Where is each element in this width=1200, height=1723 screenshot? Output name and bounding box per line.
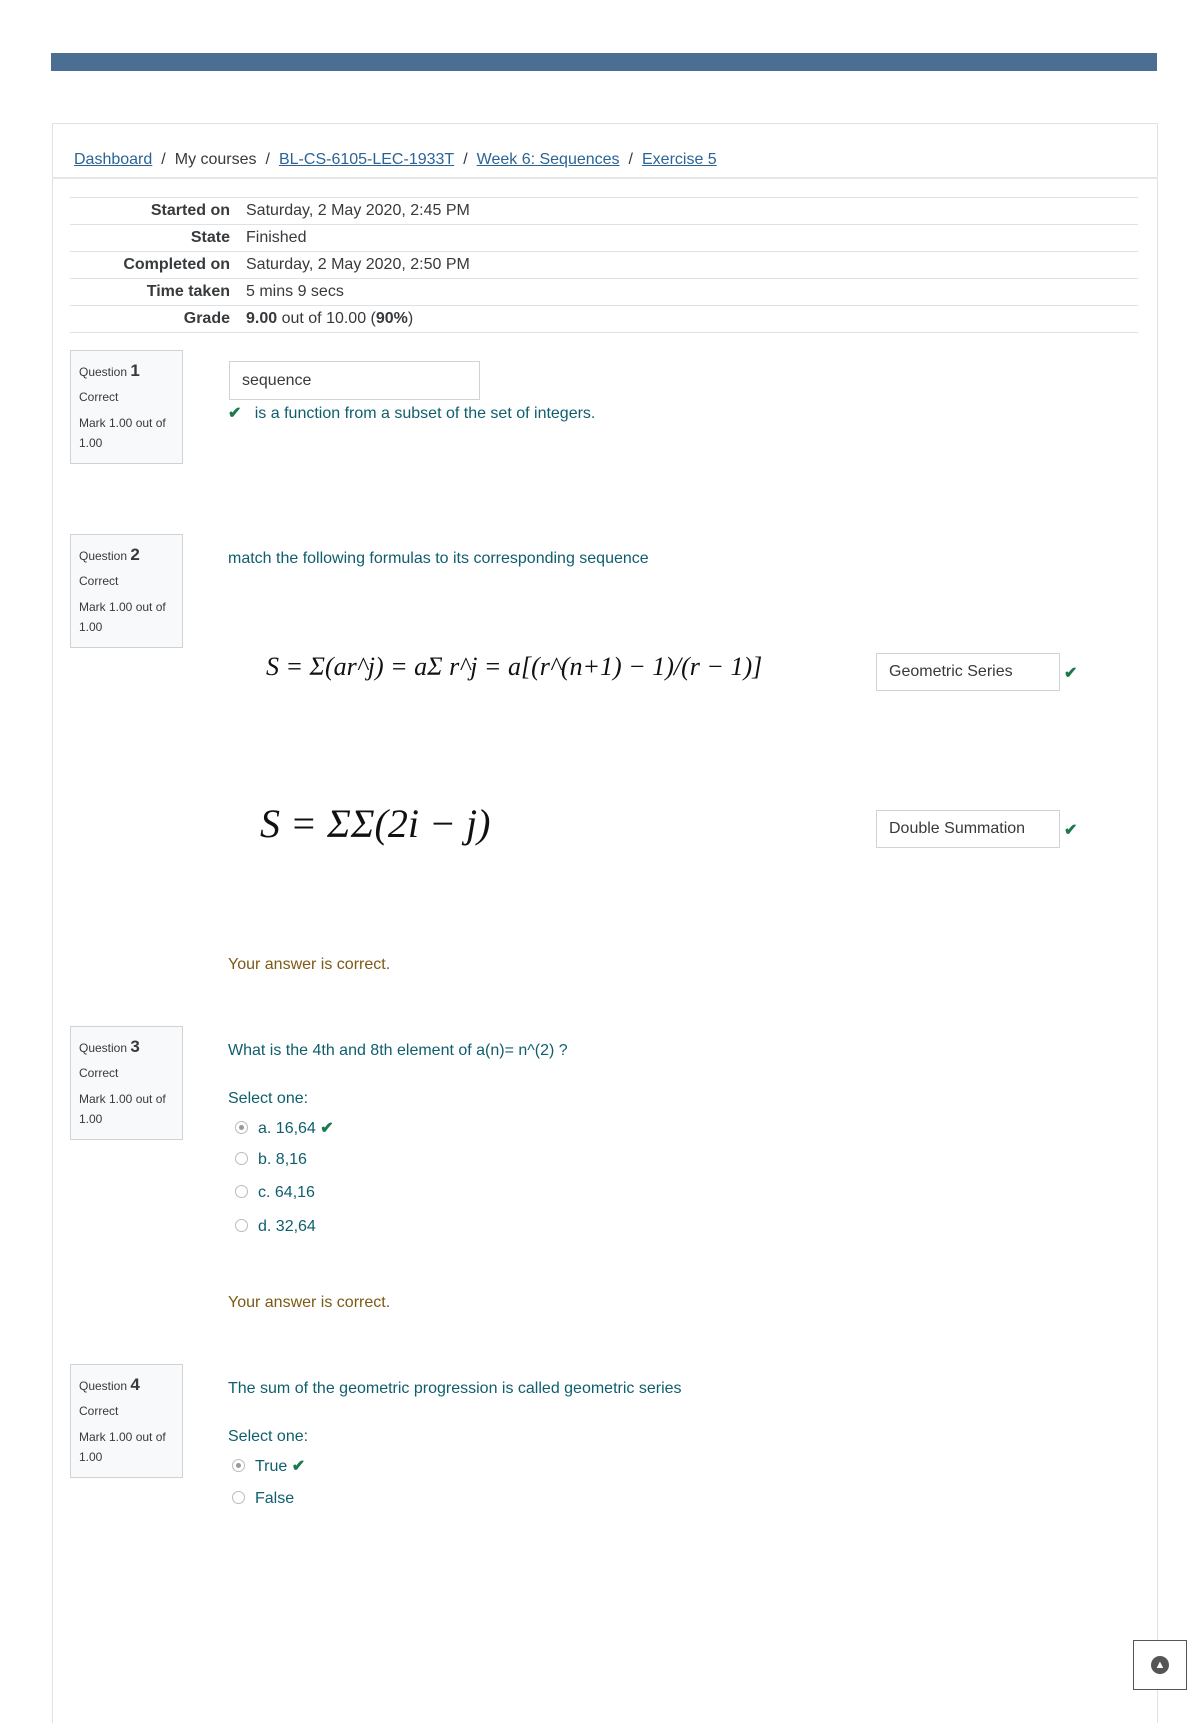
separator: / [265, 151, 270, 168]
check-icon: ✔ [320, 1120, 334, 1137]
match-select-1[interactable]: Geometric Series [876, 653, 1060, 691]
summary-label: State [70, 225, 238, 252]
select-prompt: Select one: [228, 1090, 309, 1107]
question-state: Correct [79, 574, 119, 588]
radio[interactable] [232, 1491, 245, 1504]
question-text-2: match the following formulas to its corresponding sequence [228, 550, 649, 567]
breadcrumb-week[interactable]: Week 6: Sequences [476, 151, 620, 168]
breadcrumb-my-courses: My courses [174, 151, 257, 168]
summary-row [70, 252, 1138, 279]
grade-percent: 90% [375, 310, 408, 327]
summary-value: Finished [238, 225, 1138, 252]
question-text-3: What is the 4th and 8th element of a(n)= n^(2) ? [228, 1042, 568, 1059]
match-select-2[interactable]: Double Summation [876, 810, 1060, 848]
breadcrumb-course[interactable]: BL-CS-6105-LEC-1933T [278, 151, 455, 168]
question-state: Correct [79, 390, 119, 404]
summary-row [70, 279, 1138, 306]
option-true[interactable]: True ✔ [232, 1456, 305, 1476]
option-b[interactable]: b. 8,16 [235, 1151, 307, 1169]
formula-double-sum: S = ΣΣ(2i − j) [260, 801, 491, 846]
question-number: Question 4 [79, 1375, 140, 1394]
question-info-1 [70, 350, 183, 464]
check-icon: ✔ [228, 405, 242, 422]
radio[interactable] [235, 1152, 248, 1165]
grade-value [238, 306, 1138, 333]
summary-label: Grade [70, 306, 238, 333]
question-mark: Mark 1.00 out of 1.00 [79, 1092, 166, 1126]
feedback-3: Your answer is correct. [228, 1294, 391, 1311]
question-number: Question 1 [79, 361, 140, 380]
grade-text: out of 10.00 ( [277, 310, 376, 327]
question-mark: Mark 1.00 out of 1.00 [79, 416, 166, 450]
question-mark: Mark 1.00 out of 1.00 [79, 600, 166, 634]
question-text-1: ✔ is a function from a subset of the set of integers. [228, 405, 596, 422]
summary-label: Completed on [70, 252, 238, 279]
radio[interactable] [235, 1219, 248, 1232]
scroll-to-top-button[interactable] [1133, 1640, 1187, 1690]
check-icon: ✔ [1064, 665, 1078, 682]
answer-input[interactable]: sequence [229, 361, 480, 400]
breadcrumb-exercise[interactable]: Exercise 5 [642, 151, 717, 168]
option-c[interactable]: c. 64,16 [235, 1184, 315, 1202]
summary-row [70, 225, 1138, 252]
question-number: Question 2 [79, 545, 140, 564]
check-icon: ✔ [291, 1458, 306, 1475]
question-info-4 [70, 1364, 183, 1478]
summary-row [70, 306, 1138, 333]
question-info-2 [70, 534, 183, 648]
radio-selected[interactable] [235, 1121, 248, 1134]
radio-selected[interactable] [232, 1459, 245, 1472]
question-text-4: The sum of the geometric progression is called geometric series [228, 1380, 682, 1397]
chevron-up-icon: ▲ [1151, 1656, 1169, 1674]
formula-geometric: S = Σ(ar^j) = aΣ r^j = a[(r^(n+1) − 1)/(r − 1)] [266, 652, 763, 681]
summary-value: 5 mins 9 secs [238, 279, 1138, 306]
divider [52, 177, 1158, 179]
option-a[interactable]: a. 16,64 ✔ [235, 1118, 334, 1138]
summary-row [70, 198, 1138, 225]
select-prompt: Select one: [228, 1428, 309, 1445]
feedback-2: Your answer is correct. [228, 956, 391, 973]
check-icon: ✔ [1064, 822, 1078, 839]
option-false[interactable]: False [232, 1490, 294, 1508]
separator: / [161, 151, 166, 168]
radio[interactable] [235, 1185, 248, 1198]
summary-label: Time taken [70, 279, 238, 306]
main-region [52, 123, 1158, 1723]
header-bar [51, 53, 1157, 71]
summary-value: Saturday, 2 May 2020, 2:50 PM [238, 252, 1138, 279]
separator: / [628, 151, 633, 168]
question-mark: Mark 1.00 out of 1.00 [79, 1430, 166, 1464]
question-number: Question 3 [79, 1037, 140, 1056]
grade-score: 9.00 [246, 310, 278, 327]
question-state: Correct [79, 1404, 119, 1418]
attempt-summary [70, 197, 1138, 333]
separator: / [463, 151, 468, 168]
summary-value: Saturday, 2 May 2020, 2:45 PM [238, 198, 1138, 225]
question-state: Correct [79, 1066, 119, 1080]
breadcrumb-dashboard[interactable]: Dashboard [74, 151, 153, 168]
grade-text: ) [407, 310, 414, 327]
question-info-3 [70, 1026, 183, 1140]
summary-label: Started on [70, 198, 238, 225]
option-d[interactable]: d. 32,64 [235, 1218, 316, 1236]
breadcrumb [74, 151, 717, 169]
